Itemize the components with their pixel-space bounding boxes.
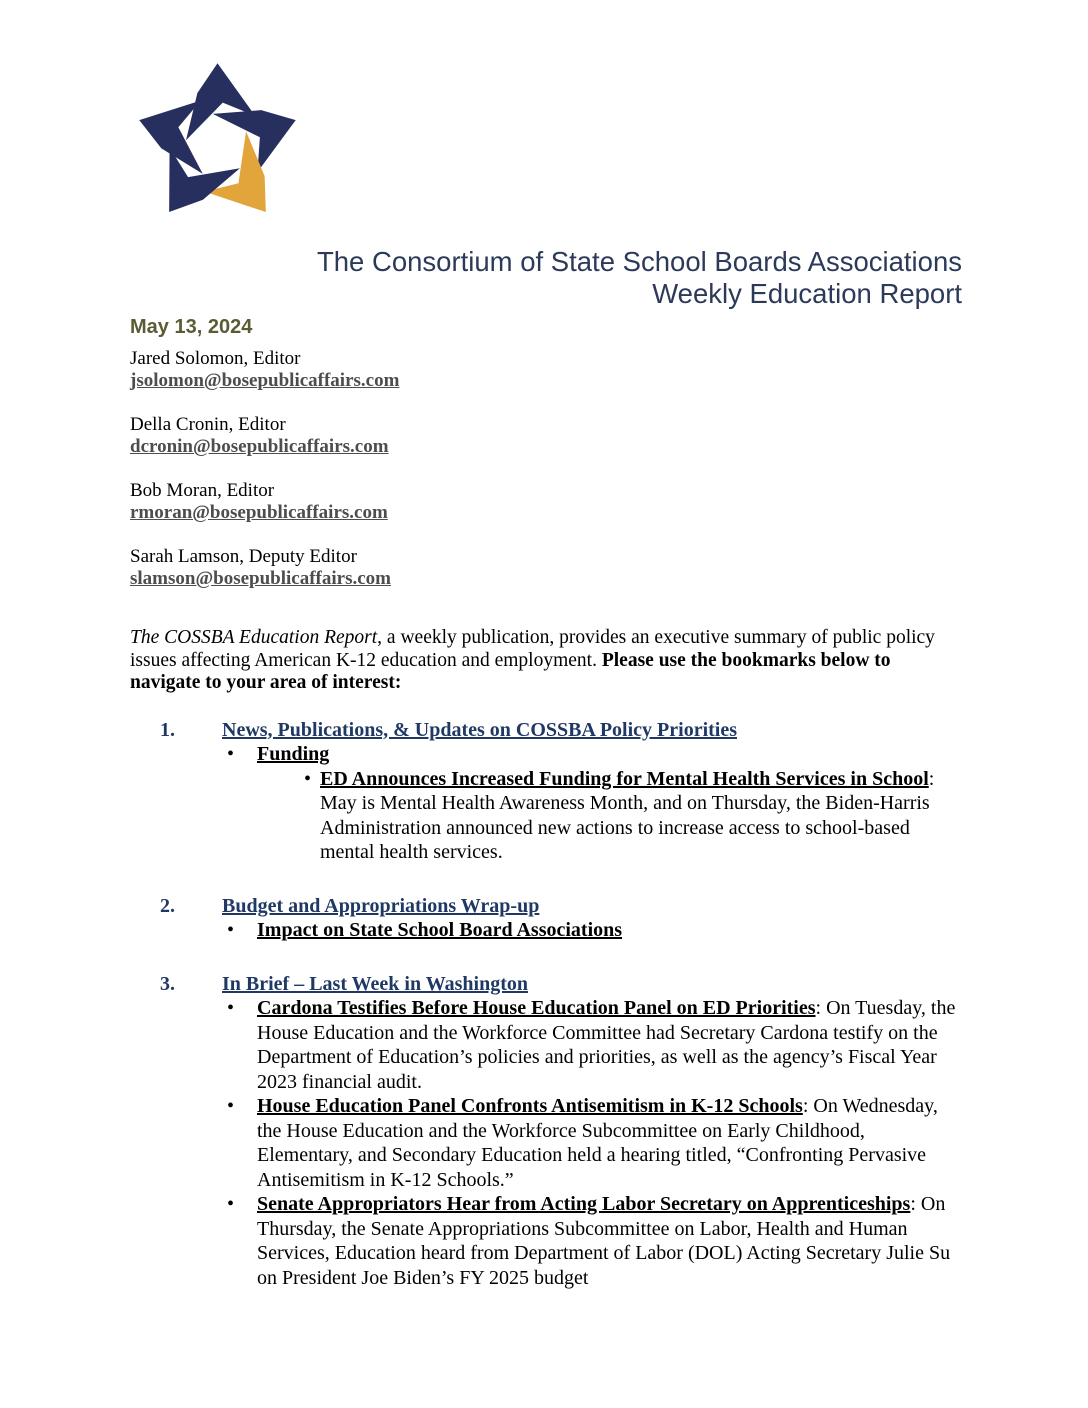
editor-email-link[interactable]: jsolomon@bosepublicaffairs.com bbox=[130, 370, 400, 391]
toc-section-news bbox=[130, 718, 962, 865]
bookmark-link-antisemitism-hearing[interactable]: House Education Panel Confronts Antisemitism in K-12 Schools bbox=[257, 1095, 803, 1117]
bullet-icon: • bbox=[227, 919, 235, 941]
bullet-icon: • bbox=[227, 997, 235, 1019]
bullet-icon: • bbox=[227, 1193, 235, 1215]
intro-bookmark-note: Please use the bookmarks below to navigate to your area of interest: bbox=[130, 649, 891, 693]
report-date: May 13, 2024 bbox=[130, 316, 253, 338]
section-number: 2. bbox=[160, 894, 175, 917]
outline-item bbox=[130, 1094, 962, 1192]
outline-item bbox=[130, 996, 962, 1094]
bullet-text: : On Thursday, the Senate Appropriations Subcommittee on Labor, Health and Human Services, Education heard from Department of Labor (DOL) Acting Secretary Julie Su on President Joe Biden’s FY 2025 budget bbox=[257, 1193, 951, 1289]
report-org-title: The Consortium of State School Boards Associations bbox=[316, 246, 962, 277]
bookmark-link-ed-mental-health-funding[interactable]: ED Announces Increased Funding for Mental Health Services in School bbox=[320, 767, 929, 790]
bullet-icon: • bbox=[227, 743, 235, 765]
editor-name: Della Cronin, Editor bbox=[130, 414, 286, 435]
bullet-text: : May is Mental Health Awareness Month, and on Thursday, the Biden-Harris Administration announced new actions to increase access to school-based mental health services. bbox=[320, 767, 935, 863]
editor-block bbox=[130, 348, 962, 392]
bullet-body bbox=[257, 1193, 950, 1289]
section-number: 3. bbox=[160, 972, 175, 995]
outline-item bbox=[130, 742, 962, 767]
bookmark-link-news-publications[interactable]: News, Publications, & Updates on COSSBA Policy Priorities bbox=[222, 718, 738, 741]
editor-block bbox=[130, 414, 962, 458]
editor-name: Bob Moran, Editor bbox=[130, 480, 275, 501]
bookmark-link-in-brief[interactable]: In Brief – Last Week in Washington bbox=[222, 972, 528, 995]
bookmark-link-budget-wrapup[interactable]: Budget and Appropriations Wrap-up bbox=[222, 894, 540, 917]
bullet-body bbox=[257, 997, 955, 1093]
bullet-body bbox=[320, 768, 934, 864]
editor-block bbox=[130, 546, 962, 590]
editor-list bbox=[130, 348, 962, 590]
bullet-text: : On Wednesday, the House Education and the Workforce Subcommittee on Early Childhood, Elementary, and Secondary Education held a hearing titled, “Confronting Pervasive Antisemitism in K-12 Schools.” bbox=[257, 1095, 938, 1191]
title-block bbox=[130, 246, 962, 310]
bookmark-link-impact-state-school-boards[interactable]: Impact on State School Board Associations bbox=[257, 919, 623, 941]
section-heading-row bbox=[130, 718, 962, 743]
editor-name: Jared Solomon, Editor bbox=[130, 348, 301, 369]
bullet-body bbox=[257, 1095, 938, 1191]
intro-publication-name: The COSSBA Education Report bbox=[130, 627, 378, 648]
outline-subitem bbox=[130, 767, 962, 865]
intro-body-text: , a weekly publication, provides an executive summary of public policy issues affecting American K-12 education and employment. bbox=[130, 627, 935, 671]
editor-email-link[interactable]: rmoran@bosepublicaffairs.com bbox=[130, 502, 388, 523]
bullet-icon: • bbox=[304, 767, 312, 790]
section-heading-row bbox=[130, 972, 962, 997]
outline-item bbox=[130, 918, 962, 943]
editor-name: Sarah Lamson, Deputy Editor bbox=[130, 546, 357, 567]
bookmark-outline bbox=[130, 718, 962, 1291]
editor-email-link[interactable]: dcronin@bosepublicaffairs.com bbox=[130, 436, 389, 457]
intro-paragraph bbox=[130, 627, 962, 695]
bookmark-link-cardona-testifies[interactable]: Cardona Testifies Before House Education Panel on ED Priorities bbox=[257, 997, 816, 1019]
cossba-star-logo-icon bbox=[130, 58, 305, 233]
outline-item bbox=[130, 1192, 962, 1290]
bullet-icon: • bbox=[227, 1095, 235, 1117]
editor-block bbox=[130, 480, 962, 524]
bullet-text: : On Tuesday, the House Education and the Workforce Committee had Secretary Cardona testify on the Department of Education’s policies and priorities, as well as the agency’s Fiscal Year 2023 financial audit. bbox=[257, 997, 956, 1093]
toc-section-budget bbox=[130, 894, 962, 943]
toc-section-in-brief bbox=[130, 972, 962, 1291]
report-subtitle: Weekly Education Report bbox=[652, 278, 962, 309]
bookmark-link-senate-appropriators[interactable]: Senate Appropriators Hear from Acting Labor Secretary on Apprenticeships bbox=[257, 1193, 911, 1215]
section-heading-row bbox=[130, 894, 962, 919]
bookmark-link-funding[interactable]: Funding bbox=[257, 743, 330, 765]
editor-email-link[interactable]: slamson@bosepublicaffairs.com bbox=[130, 568, 391, 589]
section-number: 1. bbox=[160, 718, 175, 741]
